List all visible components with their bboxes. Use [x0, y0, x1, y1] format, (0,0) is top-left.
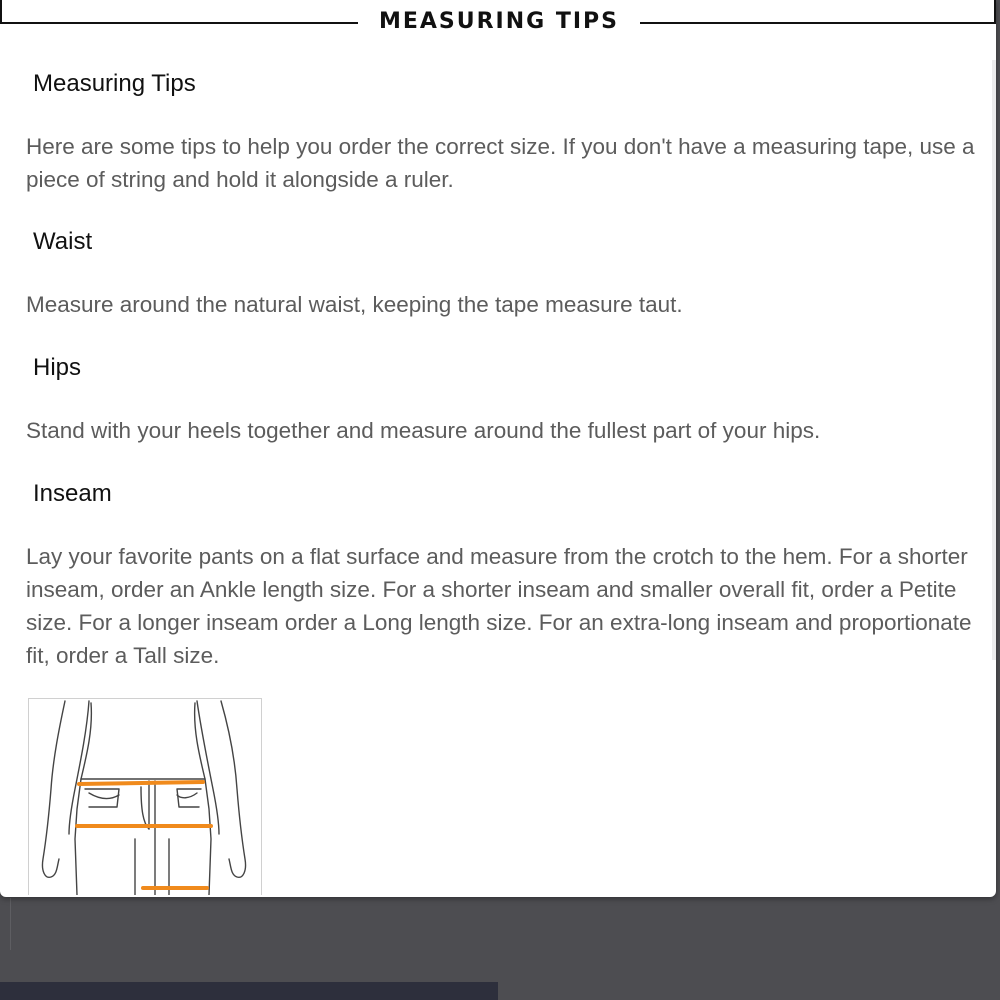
header-divider-left [0, 22, 358, 24]
background-panel-edge [0, 898, 11, 950]
waist-measure-line [79, 782, 203, 784]
section-text-hips: Stand with your heels together and measure around the fullest part of your hips. [26, 418, 821, 443]
section-heading-measuring-tips: Measuring Tips [33, 70, 196, 97]
background-footer-bar [0, 982, 498, 1000]
section-text-waist: Measure around the natural waist, keeping the tape measure taut. [26, 292, 683, 317]
section-heading-inseam: Inseam [33, 480, 112, 507]
section-heading-hips: Hips [33, 354, 82, 381]
modal-title: MEASURING TIPS [378, 9, 620, 34]
modal-header [0, 0, 996, 50]
body-outline-drawing [29, 699, 261, 895]
header-divider-right [640, 22, 996, 24]
section-text-measuring-tips: Here are some tips to help you order the correct size. If you don't have a measuring tape, use a piece of string and hold it alongside a ruler. [26, 134, 975, 192]
header-frame-left [0, 0, 2, 24]
header-frame-right [994, 0, 996, 24]
modal-scrollbar[interactable] [992, 60, 996, 660]
measurement-lines [77, 782, 211, 888]
section-text-inseam: Lay your favorite pants on a flat surface and measure from the crotch to the hem. For a shorter inseam, order an Ankle length size. For a shorter inseam and smaller overall fit, order a Petite size. For a longer inseam order a Long length size. For an extra-long inseam and proportionate fit, order a Tall size. [26, 544, 972, 668]
measurement-figure-illustration [28, 698, 262, 895]
section-heading-waist: Waist [33, 228, 93, 255]
